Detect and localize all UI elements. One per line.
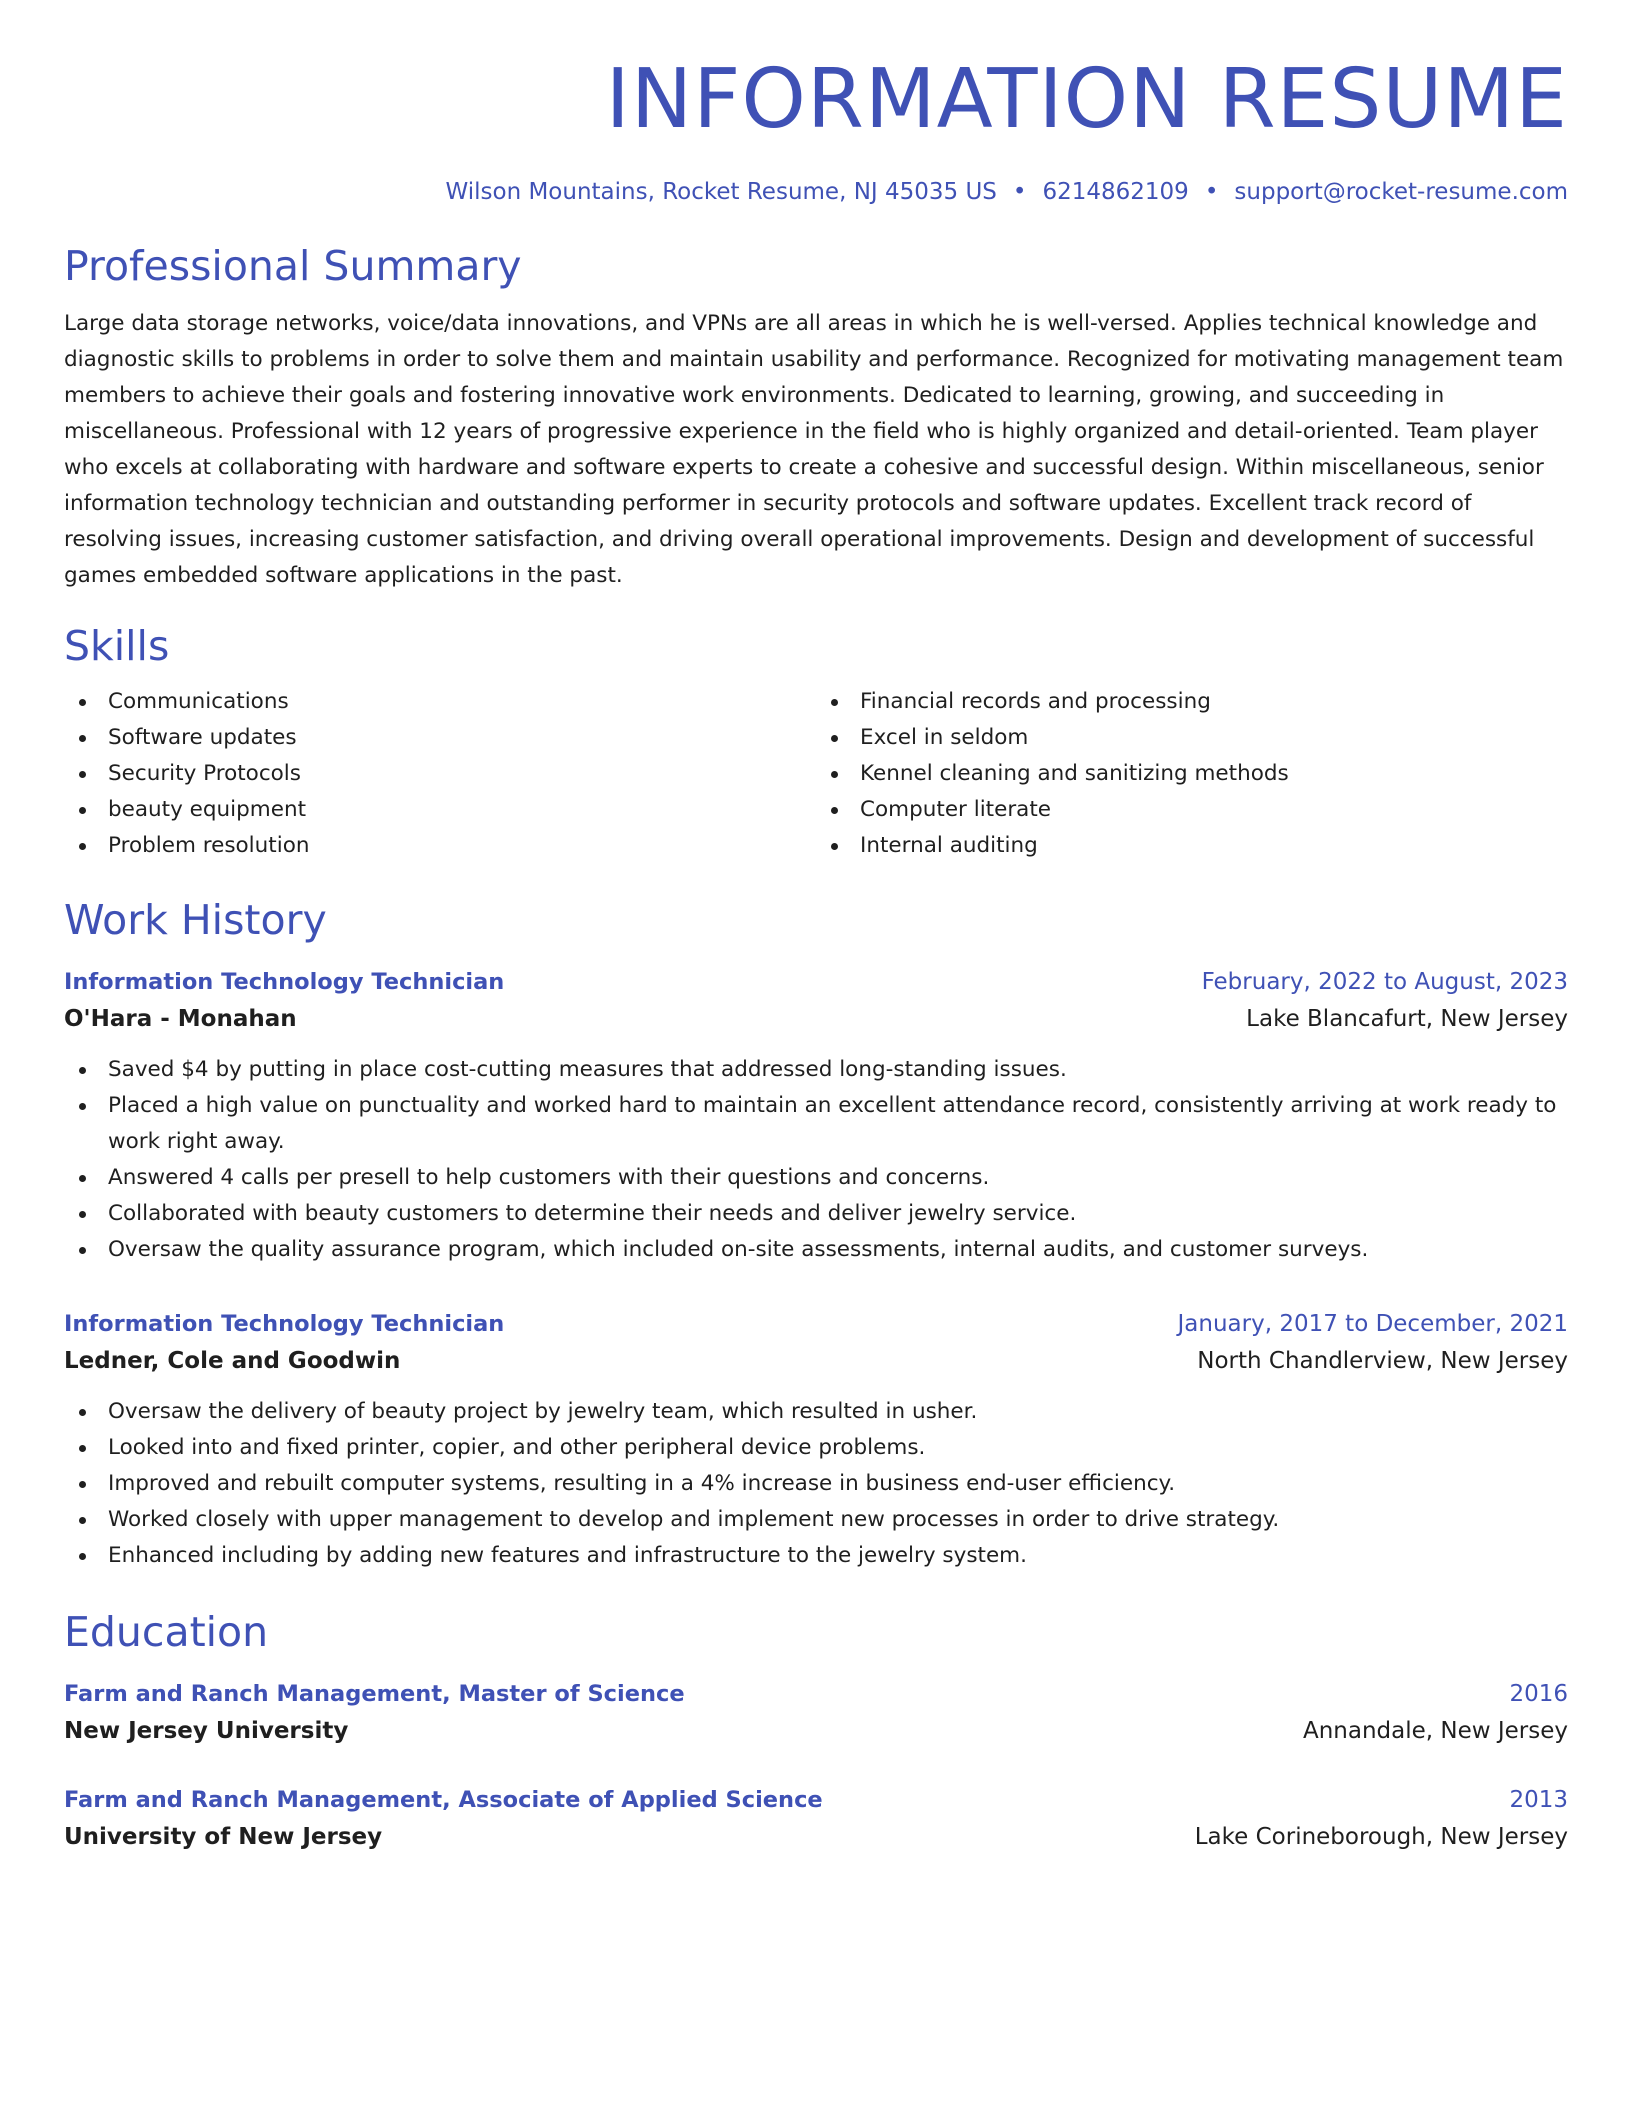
skill-item: Communications bbox=[64, 684, 816, 720]
job-header-row bbox=[64, 1306, 1568, 1342]
job-bullet: Enhanced including by adding new features and infrastructure to the jewelry system. bbox=[64, 1538, 1568, 1574]
education-year: 2016 bbox=[1509, 1681, 1568, 1707]
job-entry bbox=[64, 964, 1568, 1268]
education-school: New Jersey University bbox=[64, 1718, 349, 1744]
education-entry bbox=[64, 1782, 1568, 1856]
education-degree: Farm and Ranch Management, Master of Science bbox=[64, 1681, 685, 1707]
contact-address: Wilson Mountains, Rocket Resume, NJ 45035 US bbox=[445, 179, 997, 205]
skill-item: Problem resolution bbox=[64, 828, 816, 864]
skills-section bbox=[64, 620, 1568, 864]
job-bullet: Oversaw the delivery of beauty project by jewelry team, which resulted in usher. bbox=[64, 1394, 1568, 1430]
summary-text: Large data storage networks, voice/data innovations, and VPNs are all areas in which he is well-versed. Applies technical knowledge and diagnostic skills to problems in order to solve them and maintain usability and performance. Recognized for motivating management team members to achieve their goals and fostering innovative work environments. Dedicated to learning, growing, and succeeding in miscellaneous. Professional with 12 years of progressive experience in the field who is highly organized and detail-oriented. Team player who excels at collaborating with hardware and software experts to create a cohesive and successful design. Within miscellaneous, senior information technology technician and outstanding performer in security protocols and software updates. Excellent track record of resolving issues, increasing customer satisfaction, and driving overall operational improvements. Design and development of successful games embedded software applications in the past. bbox=[64, 311, 1564, 588]
job-header-row bbox=[64, 964, 1568, 1000]
job-company-row bbox=[64, 1000, 1568, 1038]
skill-item: Financial records and processing bbox=[816, 684, 1568, 720]
job-entry bbox=[64, 1306, 1568, 1574]
education-degree: Farm and Ranch Management, Associate of Applied Science bbox=[64, 1787, 823, 1813]
skills-list-left bbox=[64, 684, 816, 864]
job-bullet: Looked into and fixed printer, copier, and other peripheral device problems. bbox=[64, 1430, 1568, 1466]
section-title: Skills bbox=[64, 622, 170, 670]
job-bullet: Collaborated with beauty customers to determine their needs and deliver jewelry service. bbox=[64, 1196, 1568, 1232]
contact-line bbox=[64, 176, 1568, 208]
skill-item: Internal auditing bbox=[816, 828, 1568, 864]
skill-item: Kennel cleaning and sanitizing methods bbox=[816, 756, 1568, 792]
education-header-row bbox=[64, 1782, 1568, 1818]
work-history-section bbox=[64, 894, 1568, 1574]
contact-separator: • bbox=[1012, 179, 1027, 205]
job-bullet: Improved and rebuilt computer systems, resulting in a 4% increase in business end-user efficiency. bbox=[64, 1466, 1568, 1502]
job-company-row bbox=[64, 1342, 1568, 1380]
education-school-row bbox=[64, 1712, 1568, 1750]
skills-list-right bbox=[816, 684, 1568, 864]
job-title: Information Technology Technician bbox=[64, 969, 505, 995]
education-school: University of New Jersey bbox=[64, 1824, 383, 1850]
education-school-row bbox=[64, 1818, 1568, 1856]
skill-item: Security Protocols bbox=[64, 756, 816, 792]
job-location: North Chandlerview, New Jersey bbox=[1197, 1348, 1568, 1374]
job-bullet: Placed a high value on punctuality and worked hard to maintain an excellent attendance record, consistently arriving at work ready to work right away. bbox=[64, 1088, 1568, 1160]
section-title: Professional Summary bbox=[64, 242, 522, 290]
job-title: Information Technology Technician bbox=[64, 1311, 505, 1337]
education-location: Lake Corineborough, New Jersey bbox=[1194, 1824, 1568, 1850]
resume-name: INFORMATION RESUME bbox=[605, 52, 1568, 147]
summary-section bbox=[64, 240, 1568, 594]
skill-item: beauty equipment bbox=[64, 792, 816, 828]
skill-item: Computer literate bbox=[816, 792, 1568, 828]
education-entry bbox=[64, 1676, 1568, 1750]
contact-phone: 6214862109 bbox=[1042, 179, 1189, 205]
job-bullet: Oversaw the quality assurance program, which included on-site assessments, internal audits, and customer surveys. bbox=[64, 1232, 1568, 1268]
education-section bbox=[64, 1606, 1568, 1856]
job-location: Lake Blancafurt, New Jersey bbox=[1246, 1006, 1568, 1032]
contact-email[interactable]: support@rocket-resume.com bbox=[1234, 179, 1568, 205]
resume-header bbox=[64, 52, 1568, 208]
education-location: Annandale, New Jersey bbox=[1302, 1718, 1568, 1744]
job-company: Ledner, Cole and Goodwin bbox=[64, 1348, 401, 1374]
job-bullet: Answered 4 calls per presell to help customers with their questions and concerns. bbox=[64, 1160, 1568, 1196]
skill-item: Excel in seldom bbox=[816, 720, 1568, 756]
job-bullet: Worked closely with upper management to develop and implement new processes in order to drive strategy. bbox=[64, 1502, 1568, 1538]
section-title: Education bbox=[64, 1608, 269, 1656]
skill-item: Software updates bbox=[64, 720, 816, 756]
education-header-row bbox=[64, 1676, 1568, 1712]
job-dates: February, 2022 to August, 2023 bbox=[1201, 969, 1568, 995]
education-year: 2013 bbox=[1509, 1787, 1568, 1813]
job-bullet: Saved $4 by putting in place cost-cutting measures that addressed long-standing issues. bbox=[64, 1052, 1568, 1088]
job-bullets bbox=[64, 1394, 1568, 1574]
contact-separator: • bbox=[1204, 179, 1219, 205]
job-company: O'Hara - Monahan bbox=[64, 1006, 297, 1032]
job-bullets bbox=[64, 1052, 1568, 1268]
job-dates: January, 2017 to December, 2021 bbox=[1177, 1311, 1568, 1337]
skills-columns bbox=[64, 684, 1568, 864]
section-title: Work History bbox=[64, 896, 327, 944]
